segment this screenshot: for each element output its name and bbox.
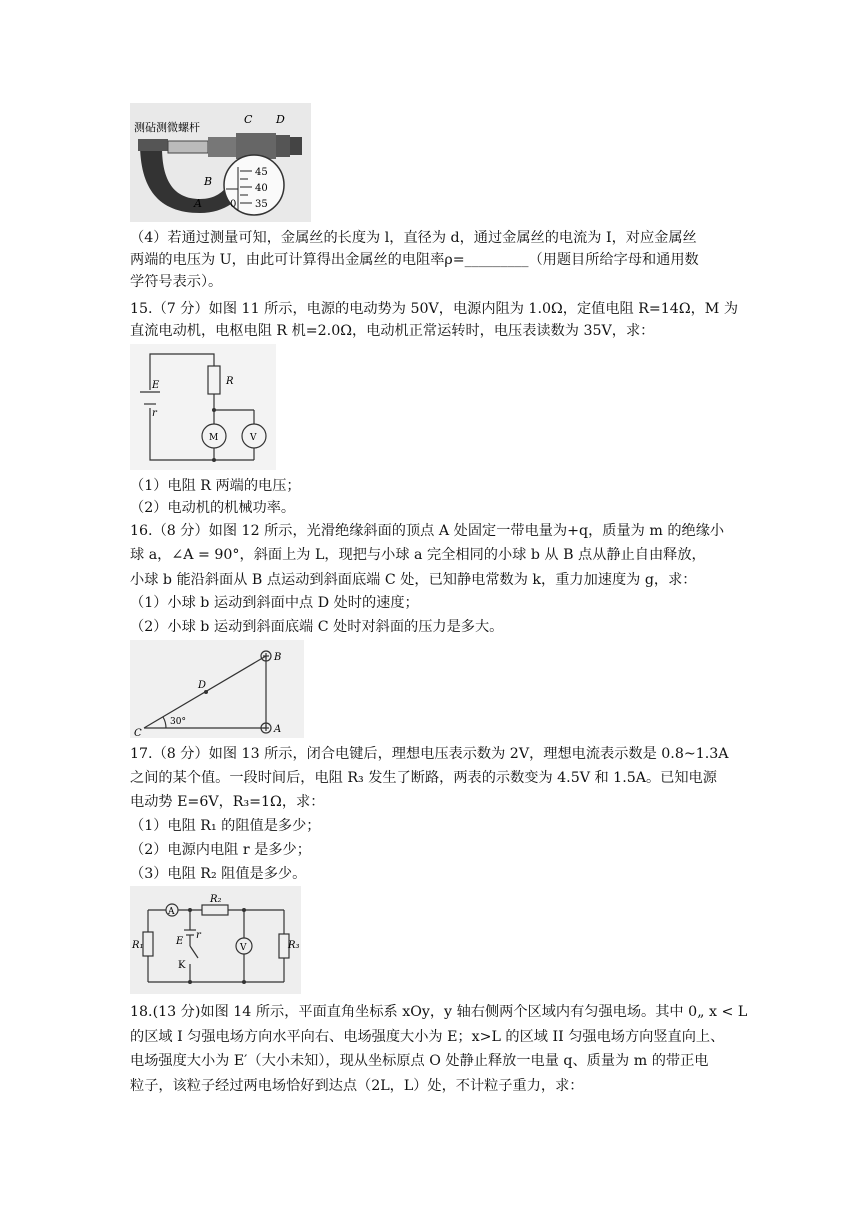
label-r: r [152,408,157,419]
label-C: C [244,113,253,126]
text-line: 电场强度大小为 E′（大小未知），现从坐标原点 O 处静止释放一电量 q、质量为 m 的带正电 [130,1053,709,1069]
label-zero: 0 [230,199,237,210]
text-line: （3）电阻 R₂ 阻值是多少。 [130,866,307,882]
text-line: 两端的电压为 U，由此可计算得出金属丝的电阻率ρ=_________（用题目所给字母和通用数 [130,252,699,268]
text-line: 17.（8 分）如图 13 所示，闭合电键后，理想电压表示数为 2V，理想电流表示数是 0.8~1.3A [130,746,729,762]
figure-13-circuit [130,886,301,994]
label-D: D [276,113,285,126]
label-R: R [226,376,234,387]
label-K: K [178,960,186,971]
label-E: E [176,936,184,947]
text-line: （1）小球 b 运动到斜面中点 D 处时的速度； [130,595,419,611]
text-line: （2）小球 b 运动到斜面底端 C 处时对斜面的压力是多大。 [130,619,504,635]
label-A: A [194,197,202,210]
text-line: 小球 b 能沿斜面从 B 点运动到斜面底端 C 处，已知静电常数为 k，重力加速度为 g，求： [130,572,697,588]
text-line: （1）电阻 R 两端的电压； [130,478,301,494]
label-C: C [134,728,142,738]
micrometer-caption: 测砧测微螺杆 [134,121,200,134]
tick-40: 40 [255,183,268,194]
text-line: （2）电源内电阻 r 是多少； [130,842,311,858]
text-line: 电动势 E=6V，R₃=1Ω，求： [130,794,325,810]
text-line: 16.（8 分）如图 12 所示，光滑绝缘斜面的顶点 A 处固定一带电量为+q，质量为 m 的绝缘小 [130,523,725,539]
label-D: D [198,680,207,691]
label-ammeter: A [168,907,175,917]
text-line: （1）电阻 R₁ 的阻值是多少； [130,818,321,834]
label-M: M [209,433,219,443]
label-E: E [152,380,160,391]
label-A: A [274,724,282,735]
label-V: V [240,943,247,953]
label-V: V [250,433,257,443]
text-line: （2）电动机的机械功率。 [130,500,296,516]
text-line: 之间的某个值。一段时间后，电阻 R₃ 发生了断路，两表的示数变为 4.5V 和 1.5A。已知电源 [130,770,717,786]
text-line: 的区域 I 匀强电场方向水平向右、电场强度大小为 E；x>L 的区域 II 匀强电场方向竖直向上、 [130,1029,725,1045]
tick-45: 45 [255,167,268,178]
micrometer-figure [130,103,311,222]
text-line: 15.（7 分）如图 11 所示，电源的电动势为 50V，电源内阻为 1.0Ω，定值电阻 R=14Ω，M 为 [130,301,739,317]
label-R2: R₂ [210,894,222,905]
text-line: 18.(13 分)如图 14 所示，平面直角坐标系 xOy，y 轴右侧两个区域内有匀强电场。其中 0„ x < L [130,1004,748,1020]
tick-35: 35 [255,199,268,210]
figure-11-circuit [130,344,276,470]
label-r: r [196,930,201,941]
text-line: 学符号表示）。 [130,274,223,290]
text-line: 直流电动机，电枢电阻 R 机=2.0Ω，电动机正常运转时，电压表读数为 35V，求： [130,323,655,339]
label-angle: 30° [170,717,186,727]
label-B: B [274,652,282,663]
text-line: 粒子，该粒子经过两电场恰好到达点（2L，L）处，不计粒子重力，求： [130,1078,584,1094]
text-line: （4）若通过测量可知，金属丝的长度为 l，直径为 d，通过金属丝的电流为 I，对应金属丝 [130,230,697,246]
figure-12-incline [130,640,304,738]
label-B: B [204,175,213,188]
text-line: 球 a，∠A = 90°，斜面上为 L，现把与小球 a 完全相同的小球 b 从 B 点从静止自由释放， [130,547,706,563]
label-R3: R₃ [288,940,300,951]
label-R1: R₁ [132,940,144,951]
